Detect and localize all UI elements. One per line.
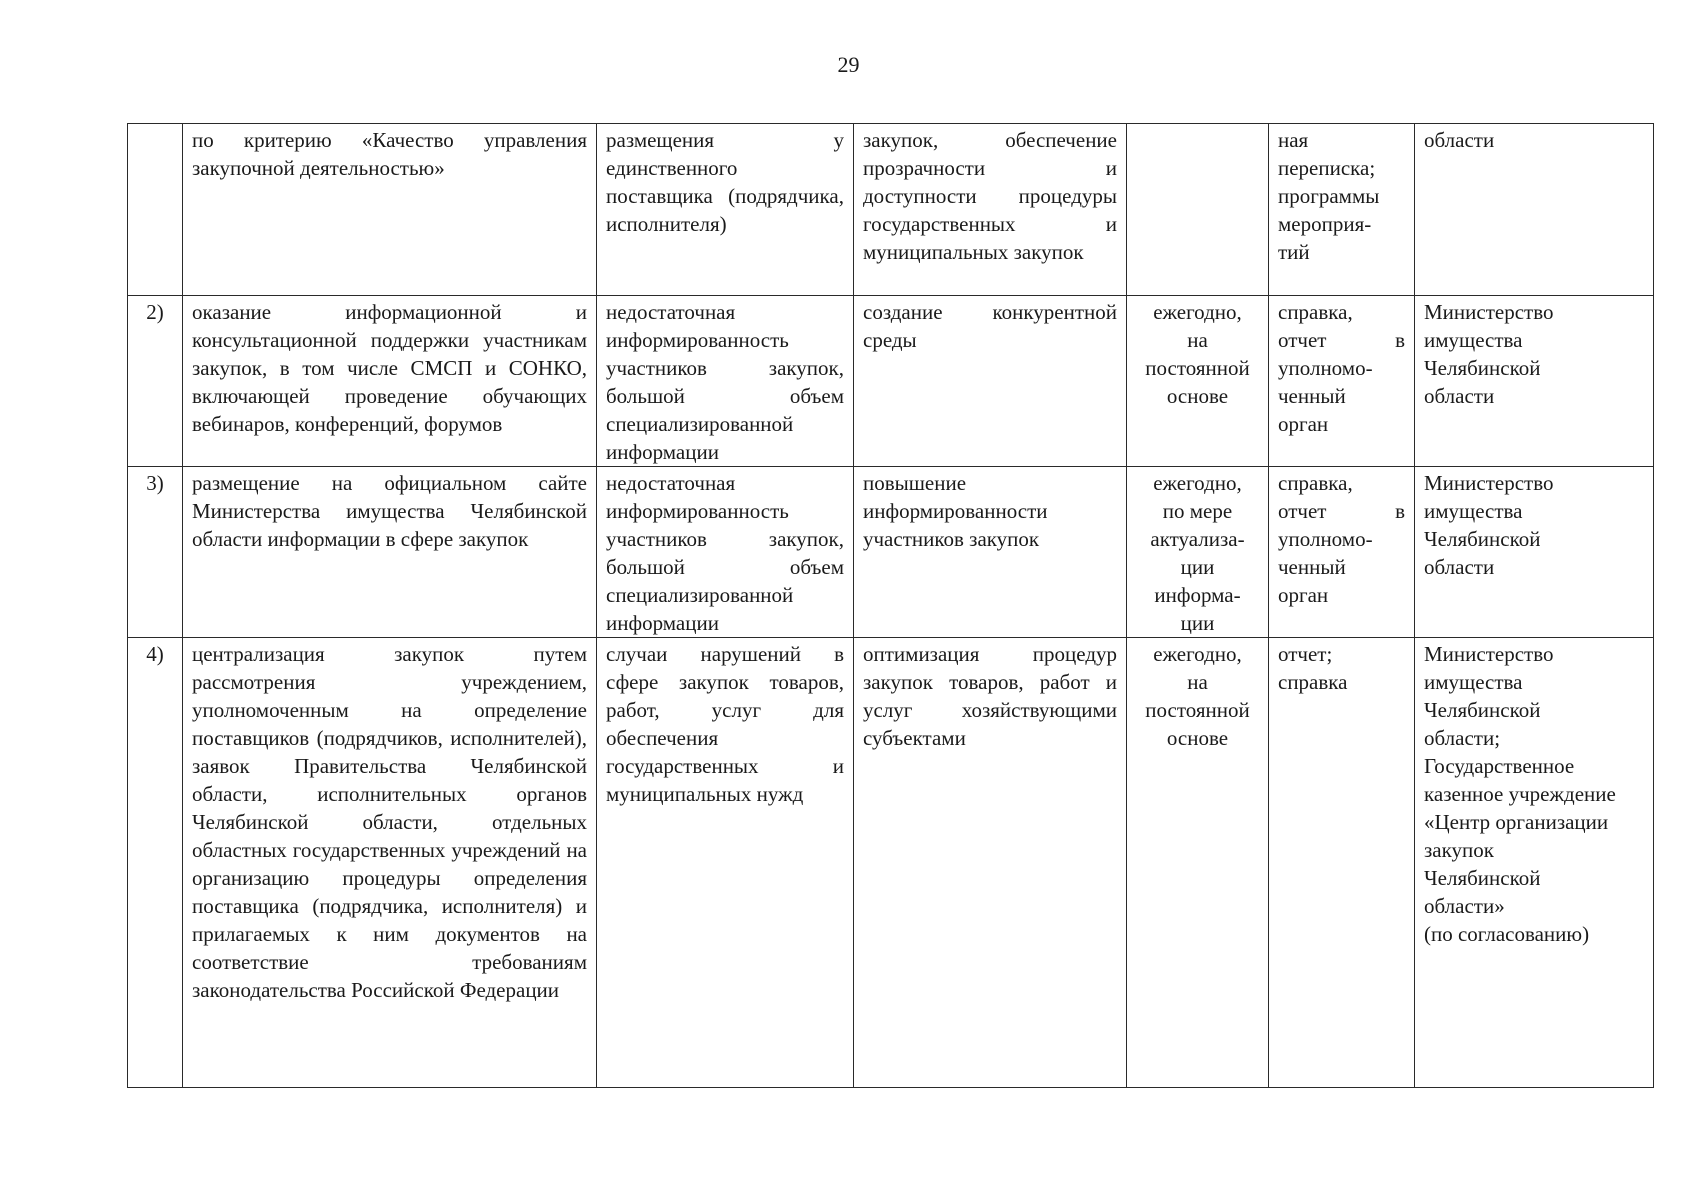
page-number: 29 <box>837 52 860 77</box>
measures-table <box>127 123 1654 1088</box>
risk-cell: недостаточная информированность участников закупок, большой объем специализированной информации <box>597 467 854 638</box>
risk-cell: недостаточная информированность участников закупок, большой объем специализированной информации <box>597 296 854 467</box>
report-cell: справка, отчет в уполномо- ченный орган <box>1269 467 1415 638</box>
term-cell <box>1127 124 1269 296</box>
row-number: 4) <box>128 638 183 1088</box>
result-cell: закупок, обеспечение прозрачности и доступности процедуры государственных и муниципальных закупок <box>854 124 1127 296</box>
responsible-cell: Министерство имущества Челябинской области <box>1415 467 1654 638</box>
measure-cell: размещение на официальном сайте Министерства имущества Челябинской области информации в сфере закупок <box>183 467 597 638</box>
table-row <box>128 638 1654 1088</box>
measure-cell: по критерию «Качество управления закупочной деятельностью» <box>183 124 597 296</box>
row-number <box>128 124 183 296</box>
report-cell: отчет; справка <box>1269 638 1415 1088</box>
report-cell: ная переписка; программы мероприя- тий <box>1269 124 1415 296</box>
responsible-cell: Министерство имущества Челябинской области <box>1415 296 1654 467</box>
row-number: 3) <box>128 467 183 638</box>
report-cell: справка, отчет в уполномо- ченный орган <box>1269 296 1415 467</box>
risk-cell: случаи нарушений в сфере закупок товаров, работ, услуг для обеспечения государственных и муниципальных нужд <box>597 638 854 1088</box>
result-cell: создание конкурентной среды <box>854 296 1127 467</box>
measure-cell: централизация закупок путем рассмотрения учреждением, уполномоченным на определение поставщиков (подрядчиков, исполнителей), заявок Правительства Челябинской области, исполнительных органов Челябинской области, отдельных областных государственных учреждений на организацию процедуры определения поставщика (подрядчика, исполнителя) и прилагаемых к ним документов на соответствие требованиям законодательства Российской Федерации <box>183 638 597 1088</box>
table-row <box>128 124 1654 296</box>
table-row <box>128 296 1654 467</box>
risk-cell: размещения у единственного поставщика (подрядчика, исполнителя) <box>597 124 854 296</box>
result-cell: оптимизация процедур закупок товаров, работ и услуг хозяйствующими субъектами <box>854 638 1127 1088</box>
responsible-cell: области <box>1415 124 1654 296</box>
term-cell: ежегодно, по мере актуализа- ции информа- ции <box>1127 467 1269 638</box>
table-row <box>128 467 1654 638</box>
responsible-cell: Министерство имущества Челябинской области; Государственное казенное учреждение «Центр организации закупок Челябинской области» (по согласованию) <box>1415 638 1654 1088</box>
term-cell: ежегодно, на постоянной основе <box>1127 296 1269 467</box>
result-cell: повышение информированности участников закупок <box>854 467 1127 638</box>
term-cell: ежегодно, на постоянной основе <box>1127 638 1269 1088</box>
measure-cell: оказание информационной и консультационной поддержки участникам закупок, в том числе СМСП и СОНКО, включающей проведение обучающих вебинаров, конференций, форумов <box>183 296 597 467</box>
row-number: 2) <box>128 296 183 467</box>
